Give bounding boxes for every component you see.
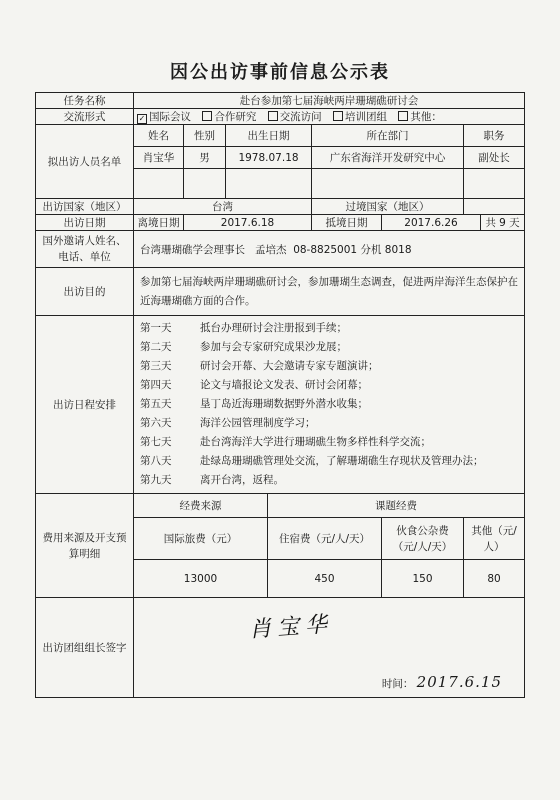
purpose-value: 参加第七届海峡两岸珊瑚礁研讨会，参加珊瑚生态调查，促进两岸海洋生态保护在近海珊瑚礁方面的合作。 <box>134 268 525 316</box>
checkbox-icon <box>333 111 343 121</box>
header-title: 职务 <box>464 125 525 147</box>
option-training-group[interactable]: 培训团组 <box>333 109 387 124</box>
schedule-list <box>134 316 525 494</box>
option-exchange-visit[interactable]: 交流访问 <box>268 109 322 124</box>
budget-label: 费用来源及开支预算明细 <box>36 494 134 598</box>
person-name: 肖宝华 <box>134 147 184 169</box>
value-meals: 150 <box>382 560 464 598</box>
header-other: 其他（元/人） <box>464 518 525 560</box>
option-other[interactable]: 其他： <box>398 109 442 124</box>
inviter-value: 台湾珊瑚礁学会理事长 孟培杰 08-8825001 分机 8018 <box>134 231 525 268</box>
handwritten-signature: 肖宝华 <box>248 612 334 643</box>
value-other: 80 <box>464 560 525 598</box>
transit-label: 过境国家（地区） <box>312 199 464 215</box>
checkbox-icon <box>202 111 212 121</box>
depart-label: 离境日期 <box>134 215 184 231</box>
country-value: 台湾 <box>134 199 312 215</box>
checkbox-checked-icon: ✓ <box>138 114 146 123</box>
exchange-form-label: 交流形式 <box>36 109 134 125</box>
task-name-value: 赴台参加第七届海峡两岸珊瑚礁研讨会 <box>134 93 525 109</box>
transit-value <box>464 199 525 215</box>
inviter-label: 国外邀请人姓名、电话、单位 <box>36 231 134 268</box>
header-gender: 性别 <box>184 125 226 147</box>
country-label: 出访国家（地区） <box>36 199 134 215</box>
header-lodging: 住宿费（元/人/天） <box>268 518 382 560</box>
personnel-label: 拟出访人员名单 <box>36 125 134 199</box>
source-label: 经费来源 <box>134 494 268 518</box>
info-table <box>35 92 525 698</box>
person-gender: 男 <box>184 147 226 169</box>
total-days: 共 9 天 <box>481 215 525 231</box>
checkbox-icon <box>398 111 408 121</box>
task-name-label: 任务名称 <box>36 93 134 109</box>
list-item: 第九天 离开台湾，返程。 <box>140 474 284 486</box>
list-item: 第七天 赴台湾海洋大学进行珊瑚礁生物多样性科学交流； <box>140 436 431 448</box>
sign-date: 时间： 2017.6.15 <box>381 673 503 691</box>
arrive-label: 抵境日期 <box>312 215 382 231</box>
list-item: 第四天 论文与墙报论文发表、研讨会闭幕； <box>140 379 368 391</box>
page-title: 因公出访事前信息公示表 <box>170 62 390 83</box>
list-item: 第六天 海洋公园管理制度学习； <box>140 417 316 429</box>
dates-label: 出访日期 <box>36 215 134 231</box>
list-item: 第一天 抵台办理研讨会注册报到手续； <box>140 322 347 334</box>
header-birth: 出生日期 <box>226 125 312 147</box>
value-lodging: 450 <box>268 560 382 598</box>
header-dept: 所在部门 <box>312 125 464 147</box>
purpose-label: 出访目的 <box>36 268 134 316</box>
signature-cell <box>134 598 525 698</box>
schedule-label: 出访日程安排 <box>36 316 134 494</box>
source-value: 课题经费 <box>268 494 525 518</box>
list-item: 第八天 赴绿岛珊瑚礁管理处交流，了解珊瑚礁生存现状及管理办法； <box>140 455 484 467</box>
option-international-conference[interactable]: ✓ 国际会议 <box>138 111 191 123</box>
person-birth: 1978.07.18 <box>226 147 312 169</box>
option-cooperative-research[interactable]: 合作研究 <box>202 109 256 124</box>
list-item: 第三天 研讨会开幕、大会邀请专家专题演讲； <box>140 360 379 372</box>
depart-date: 2017.6.18 <box>184 215 312 231</box>
value-intl-travel: 13000 <box>134 560 268 598</box>
person-dept: 广东省海洋开发研究中心 <box>312 147 464 169</box>
header-meals: 伙食公杂费（元/人/天） <box>382 518 464 560</box>
list-item: 第五天 垦丁岛近海珊瑚数据野外潜水收集； <box>140 398 368 410</box>
sign-date-value: 2017.6.15 <box>416 673 503 691</box>
list-item: 第二天 参加与会专家研究成果沙龙展； <box>140 341 347 353</box>
leader-label: 出访团组组长签字 <box>36 598 134 698</box>
exchange-form-options <box>134 109 525 125</box>
header-name: 姓名 <box>134 125 184 147</box>
header-intl-travel: 国际旅费（元） <box>134 518 268 560</box>
person-title: 副处长 <box>464 147 525 169</box>
arrive-date: 2017.6.26 <box>382 215 481 231</box>
checkbox-icon <box>268 111 278 121</box>
